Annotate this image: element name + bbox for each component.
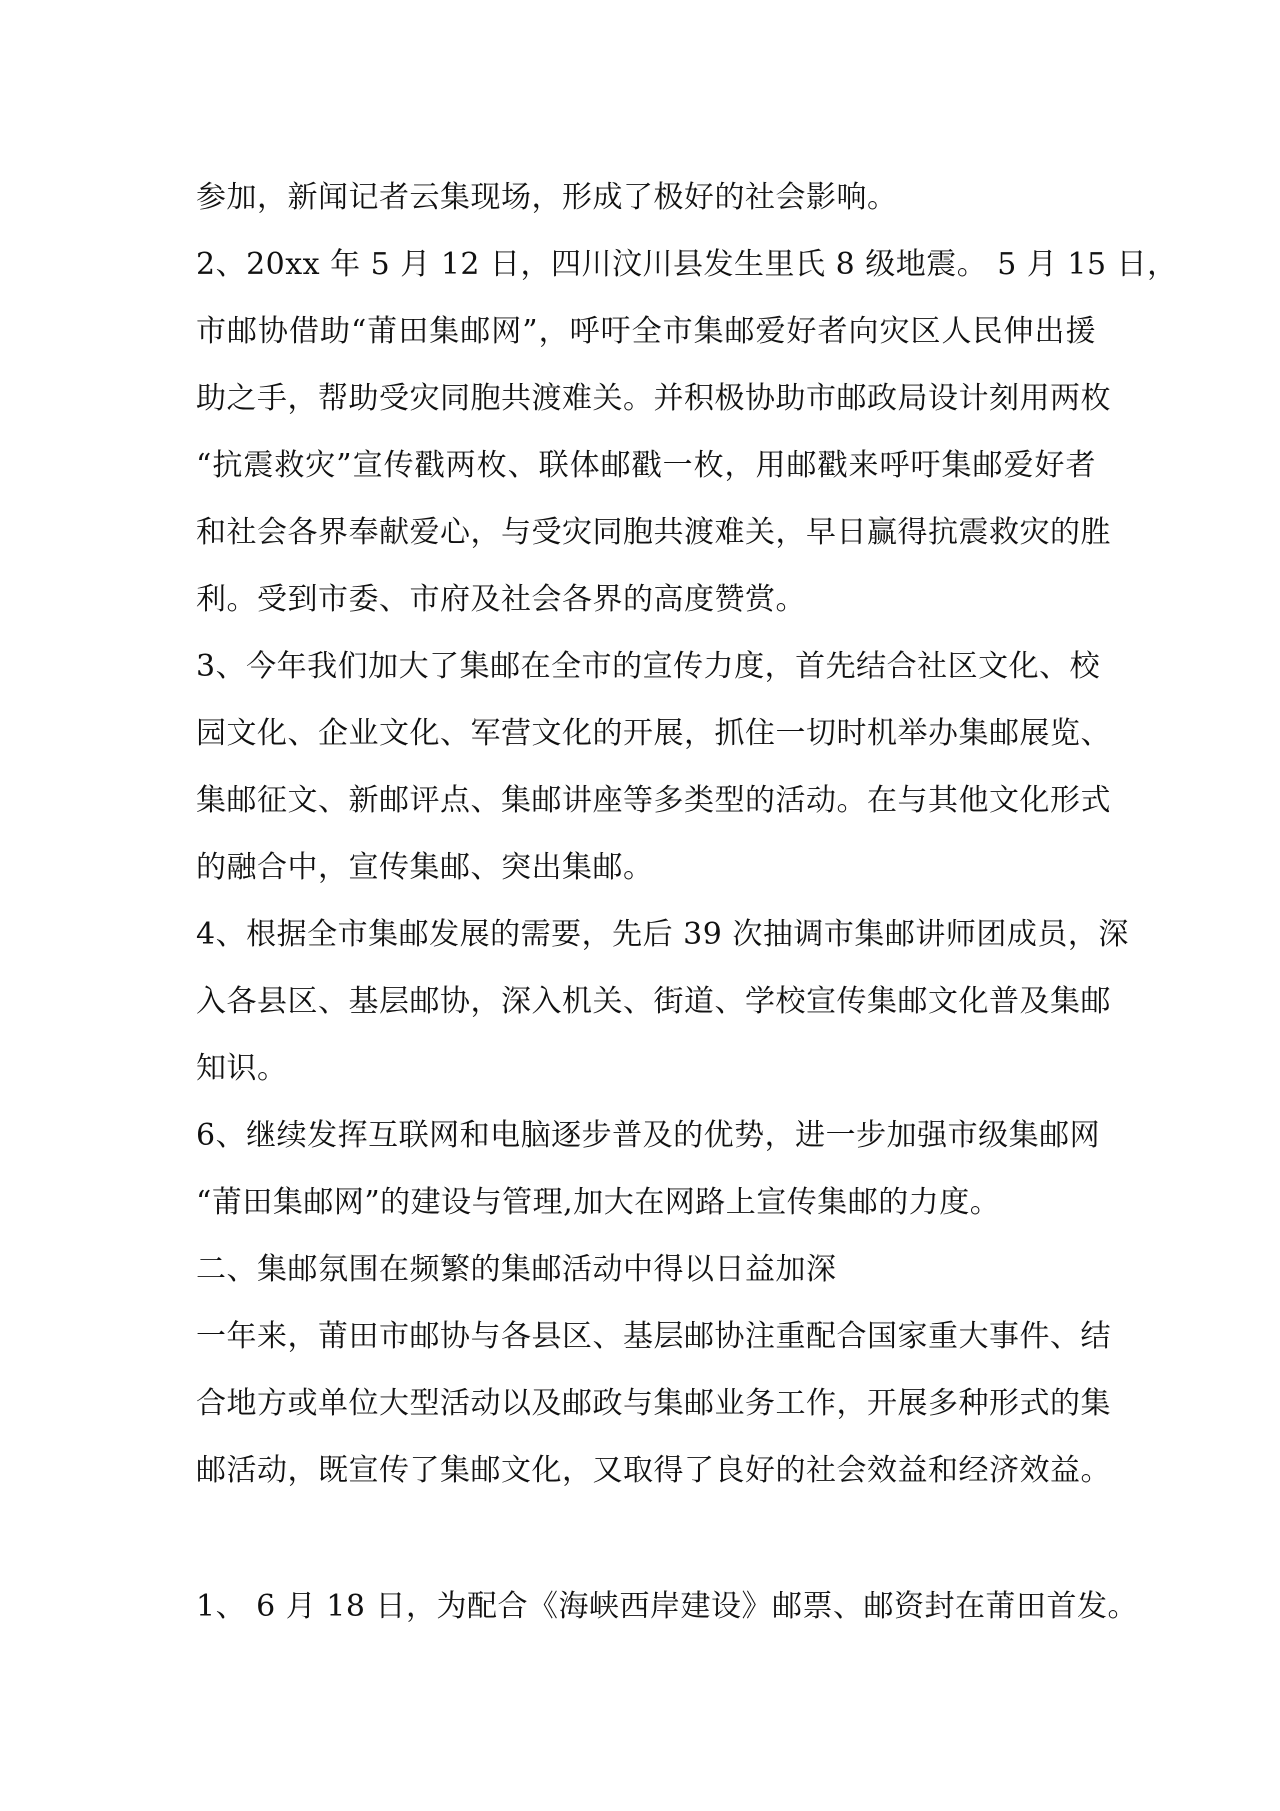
section-heading: 二、集邮氛围在频繁的集邮活动中得以日益加深 <box>196 1252 837 1287</box>
text-line: 园文化、企业文化、军营文化的开展，抓住一切时机举办集邮展览、 <box>196 716 1111 751</box>
text-line: 集邮征文、新邮评点、集邮讲座等多类型的活动。在与其他文化形式 <box>196 783 1111 818</box>
text-line: 合地方或单位大型活动以及邮政与集邮业务工作，开展多种形式的集 <box>196 1386 1111 1421</box>
text-line: 的融合中，宣传集邮、突出集邮。 <box>196 850 654 885</box>
text-line: 助之手，帮助受灾同胞共渡难关。并积极协助市邮政局设计刻用两枚 <box>196 381 1111 416</box>
text-line: 邮活动，既宣传了集邮文化，又取得了良好的社会效益和经济效益。 <box>196 1453 1111 1488</box>
text-line: 利。受到市委、市府及社会各界的高度赞赏。 <box>196 582 806 617</box>
text-line: 6、继续发挥互联网和电脑逐步普及的优势，进一步加强市级集邮网 <box>196 1118 1101 1153</box>
text-line: 3、今年我们加大了集邮在全市的宣传力度，首先结合社区文化、校 <box>196 649 1101 684</box>
text-line: 4、根据全市集邮发展的需要，先后 39 次抽调市集邮讲师团成员，深 <box>196 917 1129 952</box>
text-line: 1、 6 月 18 日，为配合《海峡西岸建设》邮票、邮资封在莆田首发。 <box>196 1589 1138 1624</box>
text-line: 市邮协借助“莆田集邮网”，呼吁全市集邮爱好者向灾区人民伸出援 <box>196 314 1096 349</box>
text-line: 入各县区、基层邮协，深入机关、街道、学校宣传集邮文化普及集邮 <box>196 984 1111 1019</box>
text-line: 和社会各界奉献爱心，与受灾同胞共渡难关，早日赢得抗震救灾的胜 <box>196 515 1111 550</box>
text-line: “抗震救灾”宣传戳两枚、联体邮戳一枚，用邮戳来呼吁集邮爱好者 <box>196 448 1096 483</box>
text-line: “莆田集邮网”的建设与管理,加大在网路上宣传集邮的力度。 <box>196 1185 1001 1220</box>
paragraph-gap <box>196 1504 1096 1573</box>
text-line: 参加，新闻记者云集现场，形成了极好的社会影响。 <box>196 180 898 215</box>
text-line: 知识。 <box>196 1051 288 1086</box>
document-body <box>196 164 1178 1640</box>
text-line: 2、20xx 年 5 月 12 日，四川汶川县发生里氏 8 级地震。 5 月 15 日， <box>196 247 1178 282</box>
text-line: 一年来，莆田市邮协与各县区、基层邮协注重配合国家重大事件、结 <box>196 1319 1111 1354</box>
